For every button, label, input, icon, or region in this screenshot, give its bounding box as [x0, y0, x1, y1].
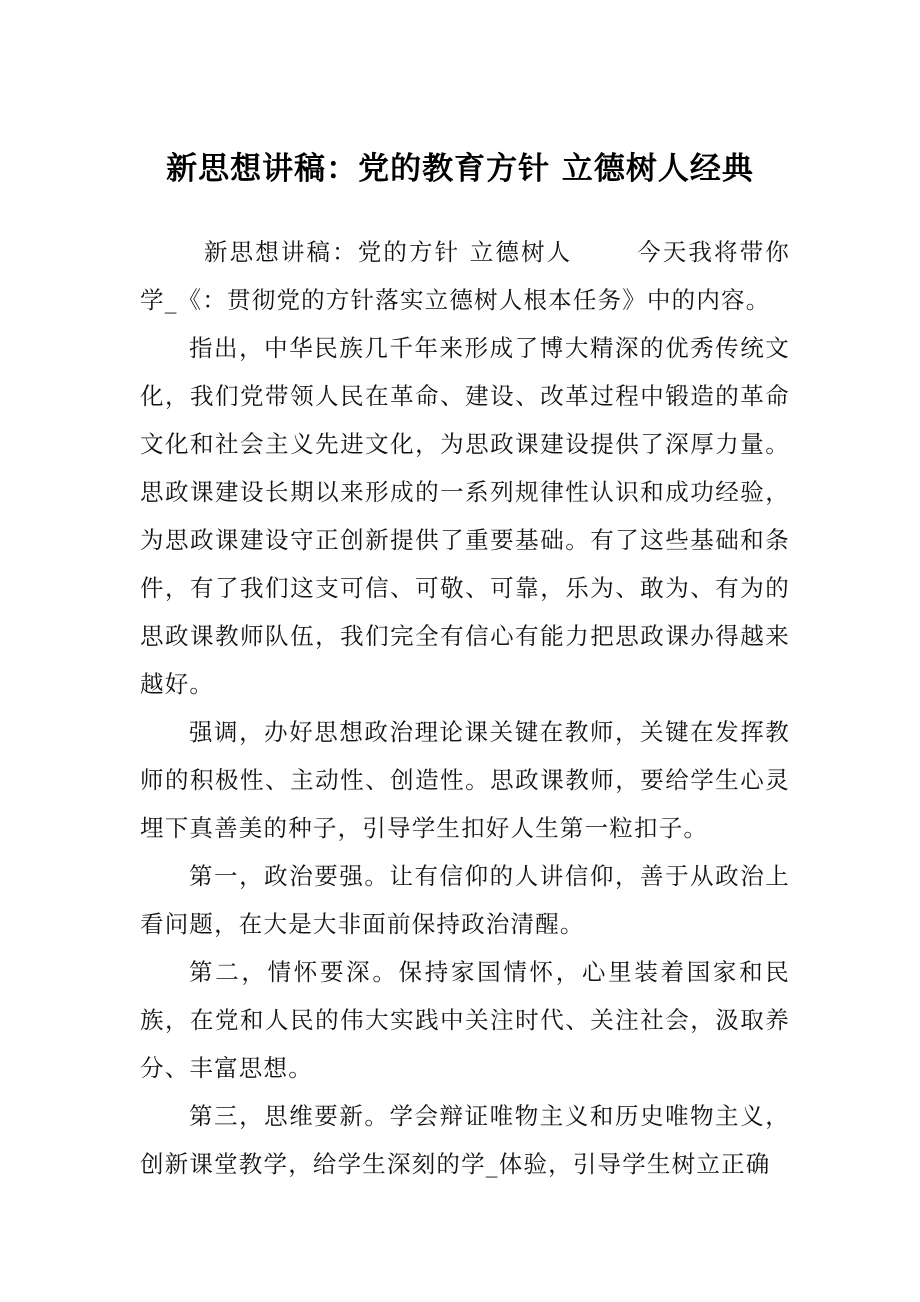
- body-paragraph-3: 第一，政治要强。让有信仰的人讲信仰，善于从政治上看问题，在大是大非面前保持政治清醒。: [140, 862, 790, 938]
- body-paragraph-4: 第二，情怀要深。保持家国情怀，心里装着国家和民族，在党和人民的伟大实践中关注时代、关注社会，汲取养分、丰富思想。: [140, 958, 790, 1082]
- intro-paragraph: [140, 228, 790, 324]
- body-paragraph-5: 第三，思维要新。学会辩证唯物主义和历史唯物主义，创新课堂教学，给学生深刻的学_体验，引导学生树立正确: [140, 1102, 790, 1178]
- body-paragraph-1: 指出，中华民族几千年来形成了博大精深的优秀传统文化，我们党带领人民在革命、建设、改革过程中锻造的革命文化和社会主义先进文化，为思政课建设提供了深厚力量。思政课建设长期以来形成的一系列规律性认识和成功经验，为思政课建设守正创新提供了重要基础。有了这些基础和条件，有了我们这支可信、可敬、可靠，乐为、敢为、有为的思政课教师队伍，我们完全有信心有能力把思政课办得越来越好。: [140, 334, 790, 698]
- body-paragraph-2: 强调，办好思想政治理论课关键在教师，关键在发挥教师的积极性、主动性、创造性。思政课教师，要给学生心灵埋下真善美的种子，引导学生扣好人生第一粒扣子。: [140, 718, 790, 842]
- intro-lead: 新思想讲稿：党的方针 立德树人: [204, 238, 573, 266]
- document-body: [140, 228, 790, 1188]
- document-title: 新思想讲稿：党的教育方针 立德树人经典: [166, 151, 754, 187]
- intro-rest: 今天我将带你学_《：贯彻党的方针落实立德树人根本任务》中的内容。: [140, 238, 790, 314]
